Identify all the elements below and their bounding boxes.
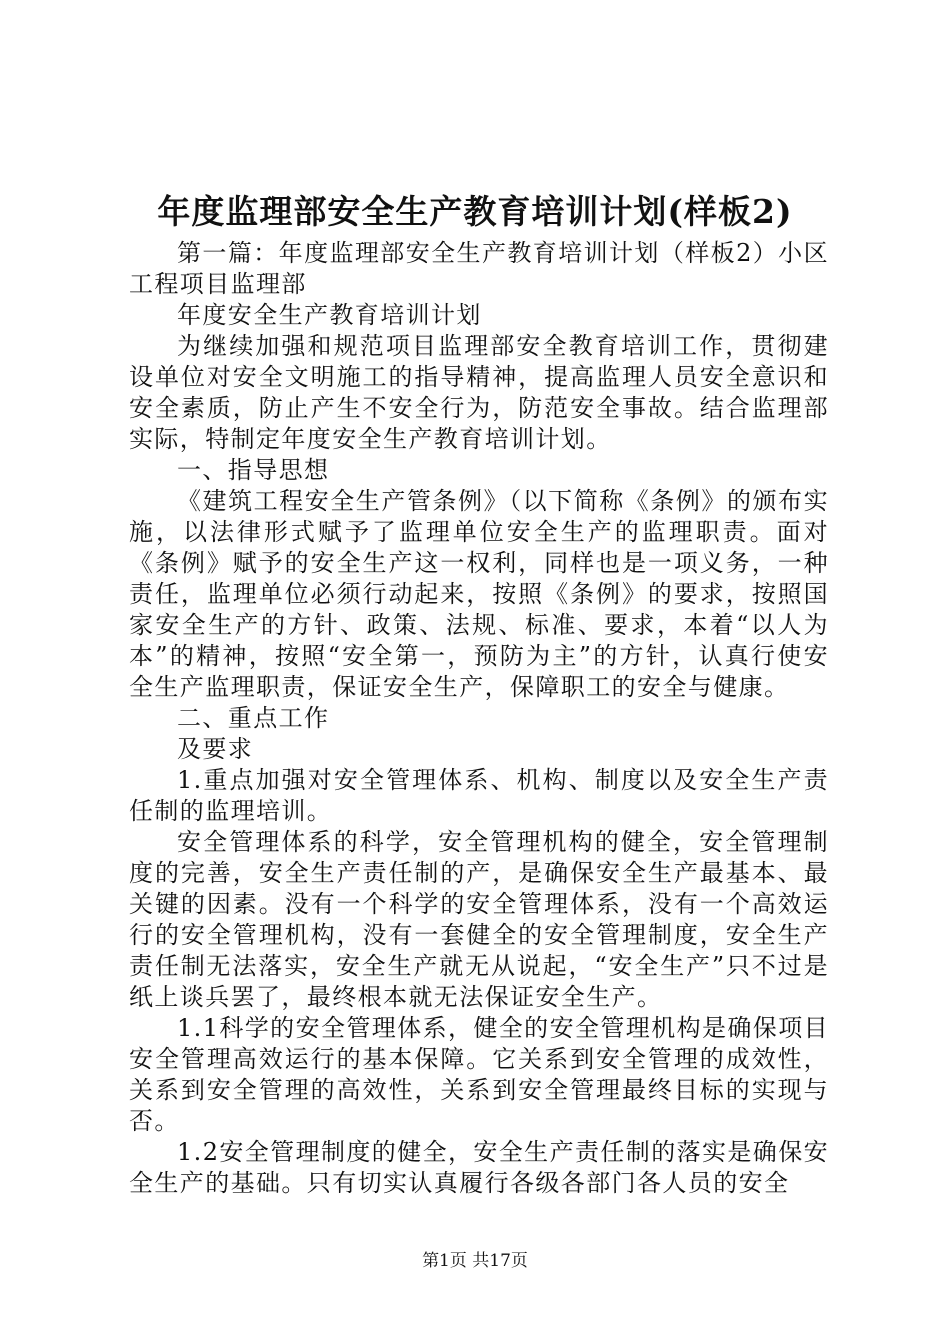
paragraph: 《建筑工程安全生产管条例》（以下简称《条例》的颁布实施，以法律形式赋予了监理单位安全生产的监理职责。面对《条例》赋予的安全生产这一权利，同样也是一项义务，一种责任，监理单位必须行动起来，按照《条例》的要求，按照国家安全生产的方针、政策、法规、标准、要求，本着“以人为本”的精神，按照“安全第一，预防为主”的方针，认真行使安全生产监理职责，保证安全生产，保障职工的安全与健康。 (129, 487, 829, 701)
section-heading: 一、指导思想 (177, 456, 330, 484)
document-body (129, 238, 829, 1199)
section-heading-continued: 及要求 (177, 735, 254, 763)
paragraph: 为继续加强和规范项目监理部安全教育培训工作，贯彻建设单位对安全文明施工的指导精神，提高监理人员安全意识和安全素质，防止产生不安全行为，防范安全事故。结合监理部实际，特制定年度安全生产教育培训计划。 (129, 332, 829, 453)
paragraph: 1.2安全管理制度的健全，安全生产责任制的落实是确保安全生产的基础。只有切实认真履行各级各部门各人员的安全 (129, 1138, 829, 1197)
paragraph: 第一篇：年度监理部安全生产教育培训计划（样板2）小区工程项目监理部 (129, 239, 829, 298)
paragraph: 1.1科学的安全管理体系，健全的安全管理机构是确保项目安全管理高效运行的基本保障。它关系到安全管理的成效性，关系到安全管理的高效性，关系到安全管理最终目标的实现与否。 (129, 1014, 829, 1135)
paragraph: 年度安全生产教育培训计划 (177, 301, 482, 329)
paragraph: 安全管理体系的科学，安全管理机构的健全，安全管理制度的完善，安全生产责任制的产，是确保安全生产最基本、最关键的因素。没有一个科学的安全管理体系，没有一个高效运行的安全管理机构，没有一套健全的安全管理制度，安全生产责任制无法落实，安全生产就无从说起，“安全生产”只不过是纸上谈兵罢了，最终根本就无法保证安全生产。 (129, 828, 829, 1011)
document-title: 年度监理部安全生产教育培训计划(样板2) (157, 192, 793, 231)
section-heading: 二、重点工作 (177, 704, 330, 732)
page-footer: 第1页 共17页 (422, 1251, 528, 1271)
paragraph: 1.重点加强对安全管理体系、机构、制度以及安全生产责任制的监理培训。 (129, 766, 829, 825)
